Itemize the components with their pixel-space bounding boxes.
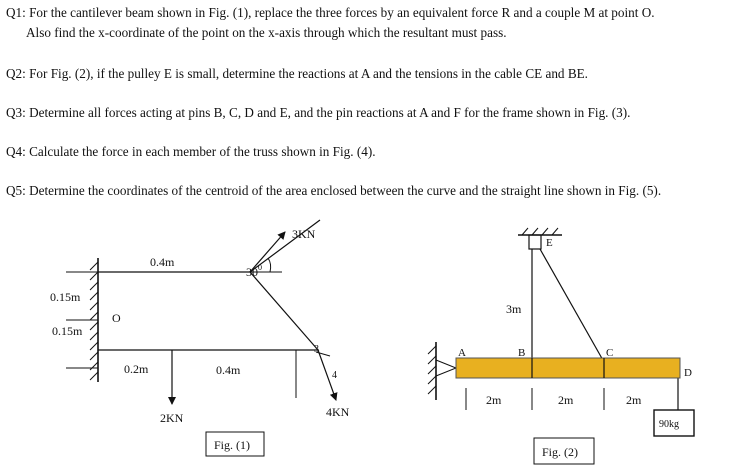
figure-2 bbox=[428, 228, 678, 410]
fig1-dim-left-bottom: 0.2m bbox=[124, 362, 149, 376]
fig1-dim-lower: 0.15m bbox=[52, 324, 83, 338]
fig2-label-e: E bbox=[546, 237, 553, 249]
fig1-dim-upper: 0.15m bbox=[50, 290, 81, 304]
fig1-force-left: 2KN bbox=[160, 411, 184, 425]
fig1-slope-h: 4 bbox=[332, 370, 337, 381]
fig1-force-top: 3KN bbox=[292, 227, 316, 241]
fig2-span-1: 2m bbox=[486, 393, 502, 407]
fig1-labels bbox=[50, 227, 350, 425]
fig1-dim-top: 0.4m bbox=[150, 255, 175, 269]
fig2-caption: Fig. (2) bbox=[542, 445, 578, 459]
fig1-wall-hatch bbox=[90, 262, 98, 380]
fig2-labels bbox=[458, 237, 692, 430]
fig1-force-right: 4KN bbox=[326, 405, 350, 419]
figure-1 bbox=[66, 220, 336, 404]
fig1-angle: 30 bbox=[246, 265, 258, 279]
fig2-span-2: 2m bbox=[558, 393, 574, 407]
fig1-beam bbox=[98, 220, 320, 350]
fig2-height: 3m bbox=[506, 302, 522, 316]
question-4: Q4: Calculate the force in each member of the truss shown in Fig. (4). bbox=[6, 144, 376, 159]
question-5: Q5: Determine the coordinates of the centroid of the area enclosed between the curve and the straight line shown in Fig. (5). bbox=[6, 183, 662, 198]
fig2-label-b: B bbox=[518, 347, 526, 359]
fig2-pulley-e bbox=[529, 235, 541, 249]
question-3: Q3: Determine all forces acting at pins B, C, D and E, and the pin reactions at A and F for the frame shown in Fig. (3). bbox=[6, 105, 631, 120]
fig1-slope-v: 3 bbox=[314, 344, 319, 355]
question-1-line-1: Q1: For the cantilever beam shown in Fig. (1), replace the three forces by an equivalent force R and a couple M at point O. bbox=[6, 5, 655, 20]
fig2-beam bbox=[456, 358, 680, 378]
fig2-cable-ce bbox=[540, 249, 604, 362]
fig1-origin: O bbox=[112, 311, 121, 325]
fig2-pin-support bbox=[436, 360, 456, 376]
fig2-label-a: A bbox=[458, 347, 466, 359]
fig1-caption: Fig. (1) bbox=[214, 438, 250, 452]
question-2: Q2: For Fig. (2), if the pulley E is small, determine the reactions at A and the tensions in the cable CE and BE. bbox=[6, 66, 588, 81]
fig2-label-d: D bbox=[684, 367, 692, 379]
fig1-dim-right-bottom: 0.4m bbox=[216, 363, 241, 377]
fig1-angle-unit: 0 bbox=[258, 263, 262, 272]
question-1-line-2: Also find the x-coordinate of the point on the x-axis through which the resultant must pass. bbox=[26, 25, 507, 40]
fig2-label-c: C bbox=[606, 347, 614, 359]
fig2-span-3: 2m bbox=[626, 393, 642, 407]
fig2-mass: 90kg bbox=[659, 419, 679, 430]
